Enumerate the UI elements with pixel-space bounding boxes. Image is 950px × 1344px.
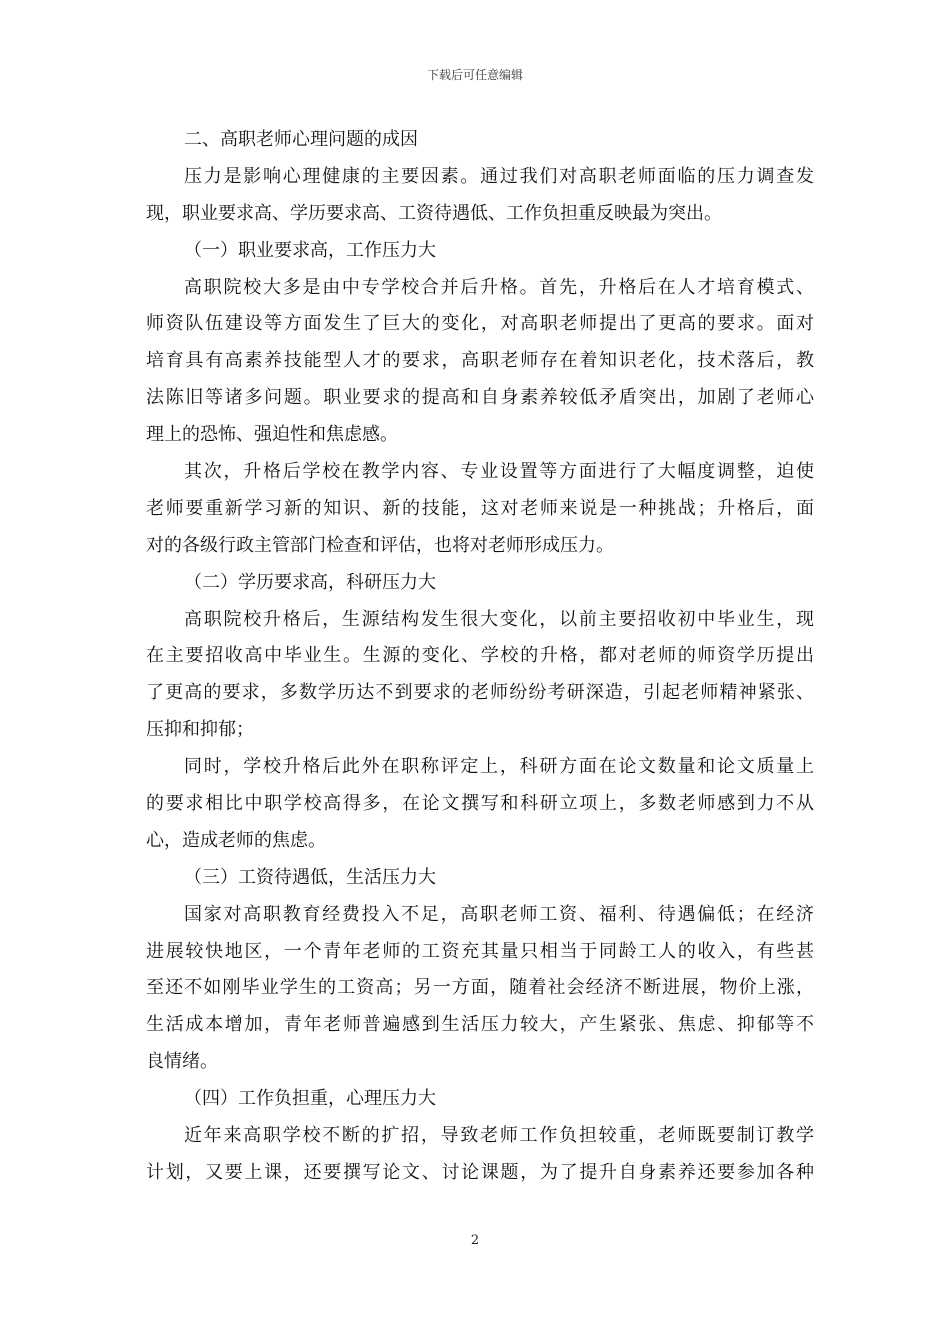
- text-line: 高职院校升格后，生源结构发生很大变化，以前主要招收初中毕业生，现: [184, 608, 814, 630]
- text-line: （四）工作负担重，心理压力大: [184, 1088, 436, 1110]
- text-line: 师资队伍建设等方面发生了巨大的变化，对高职老师提出了更高的要求。面对: [146, 313, 814, 335]
- text-line: 心，造成老师的焦虑。: [146, 829, 326, 851]
- text-line: 高职院校大多是由中专学校合并后升格。首先，升格后在人才培育模式、: [184, 276, 814, 298]
- text-line: 生活成本增加，青年老师普遍感到生活压力较大，产生紧张、焦虑、抑郁等不: [146, 1014, 814, 1036]
- text-line: 近年来高职学校不断的扩招，导致老师工作负担较重，老师既要制订教学: [184, 1125, 814, 1147]
- text-line: 理上的恐怖、强迫性和焦虑感。: [146, 424, 398, 446]
- document-body: [146, 122, 814, 1192]
- text-line: 其次，升格后学校在教学内容、专业设置等方面进行了大幅度调整，迫使: [184, 461, 814, 483]
- text-line: 至还不如刚毕业学生的工资高；另一方面，随着社会经济不断进展，物价上涨，: [146, 977, 814, 999]
- text-line: 压力是影响心理健康的主要因素。通过我们对高职老师面临的压力调查发: [184, 165, 814, 187]
- text-line: 了更高的要求，多数学历达不到要求的老师纷纷考研深造，引起老师精神紧张、: [146, 682, 814, 704]
- text-line: 国家对高职教育经费投入不足，高职老师工资、福利、待遇偏低；在经济: [184, 903, 814, 925]
- text-line: 的要求相比中职学校高得多，在论文撰写和科研立项上，多数老师感到力不从: [146, 793, 814, 815]
- text-line: （二）学历要求高，科研压力大: [184, 571, 436, 593]
- text-line: 现，职业要求高、学历要求高、工资待遇低、工作负担重反映最为突出。: [146, 202, 722, 224]
- text-line: 良情绪。: [146, 1051, 218, 1073]
- page-header: 下载后可任意编辑: [426, 68, 523, 82]
- text-line: （三）工资待遇低，生活压力大: [184, 866, 436, 888]
- text-line: 计划，又要上课，还要撰写论文、讨论课题，为了提升自身素养还要参加各种: [146, 1161, 814, 1183]
- text-line: 培育具有高素养技能型人才的要求，高职老师存在着知识老化，技术落后，教: [146, 350, 814, 372]
- text-line: 二、高职老师心理问题的成因: [184, 129, 418, 150]
- text-line: 在主要招收高中毕业生。生源的变化、学校的升格，都对老师的师资学历提出: [146, 645, 814, 667]
- page-number: 2: [470, 1233, 480, 1248]
- text-line: 同时，学校升格后此外在职称评定上，科研方面在论文数量和论文质量上: [184, 756, 814, 778]
- text-line: 压抑和抑郁；: [146, 719, 254, 741]
- text-line: 老师要重新学习新的知识、新的技能，这对老师来说是一种挑战；升格后，面: [146, 497, 814, 519]
- text-line: 法陈旧等诸多问题。职业要求的提高和自身素养较低矛盾突出，加剧了老师心: [146, 387, 814, 409]
- text-line: （一）职业要求高，工作压力大: [184, 239, 436, 261]
- text-line: 对的各级行政主管部门检查和评估，也将对老师形成压力。: [146, 534, 614, 556]
- text-line: 进展较快地区，一个青年老师的工资充其量只相当于同龄工人的收入，有些甚: [146, 940, 814, 962]
